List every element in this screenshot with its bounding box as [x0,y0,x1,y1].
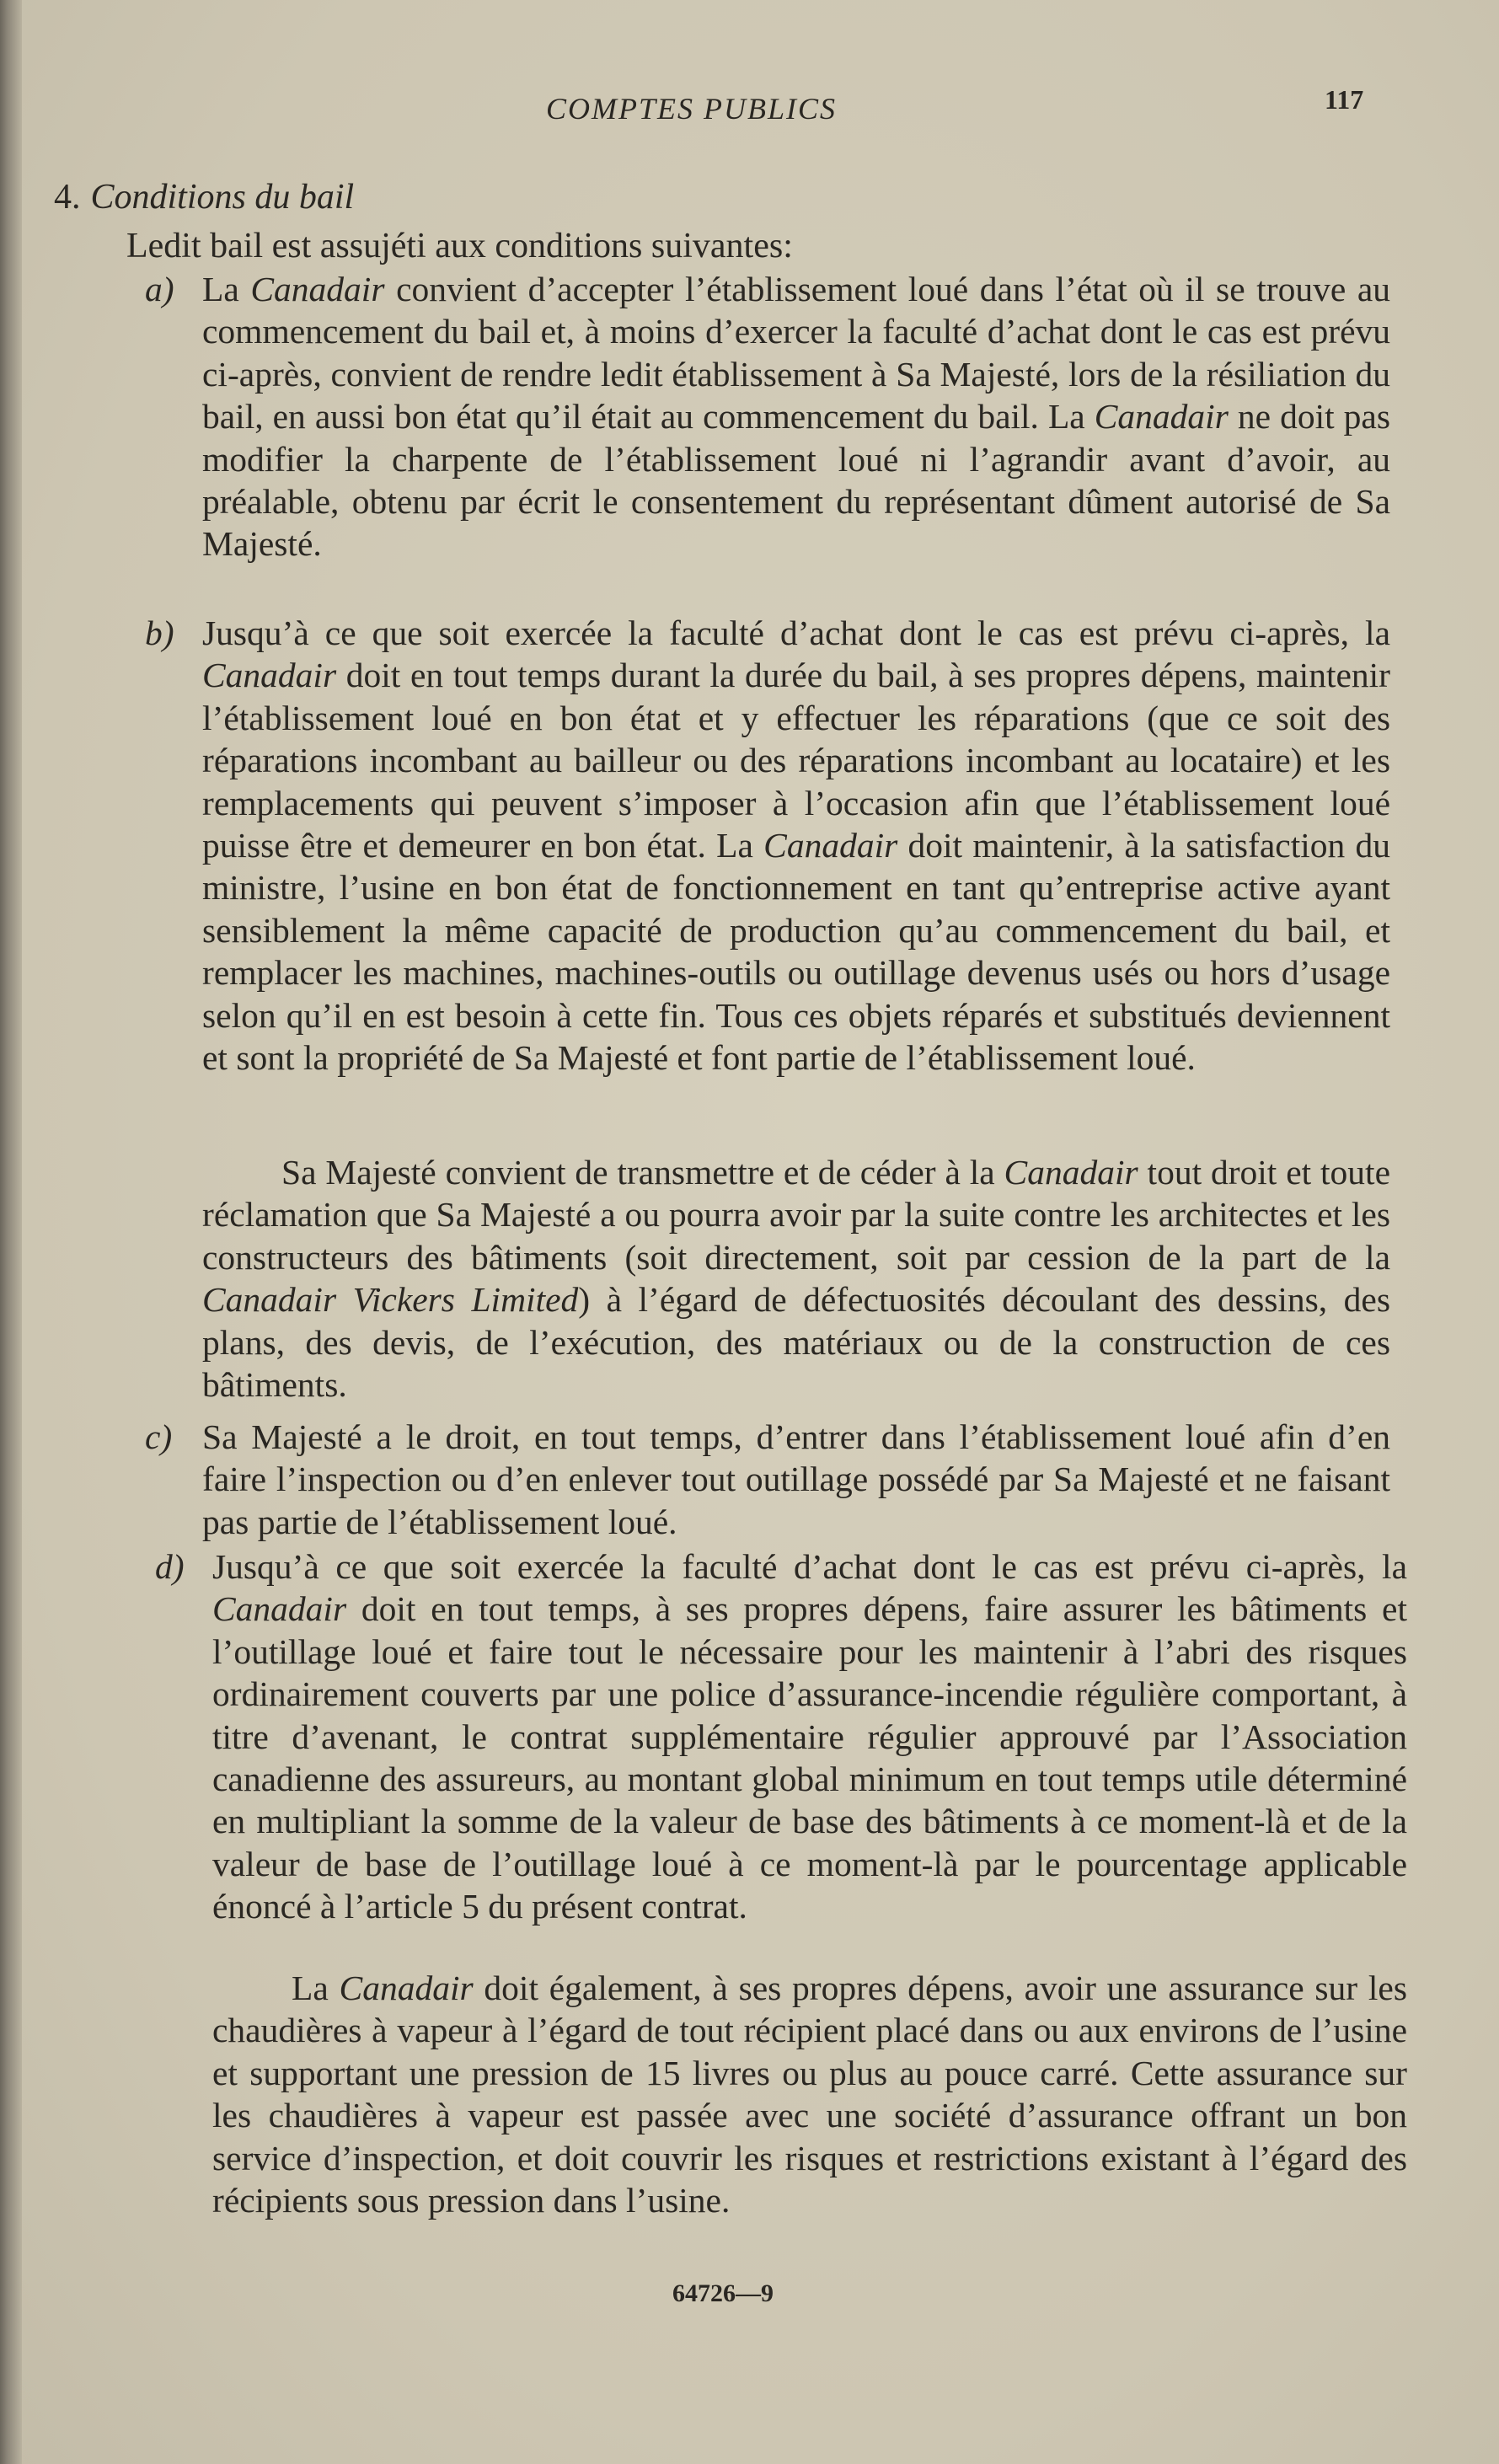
clause-marker: a) [145,270,174,308]
clause-text: La [202,270,251,308]
clause-c [145,1416,1390,1543]
clause-d [155,1545,1407,1928]
clause-marker: d) [155,1547,185,1586]
footer-print-code: 64726—9 [672,2279,774,2307]
section-title: Conditions du bail [90,178,355,217]
clause-text: ne doit pas modifier la charpente de l’établissement loué ni l’agrandir avant d’avoir, au préalable, obtenu par écrit le consentement du représentant dûment autorisé de Sa Majesté. [202,397,1390,564]
company-name: Canadair [1094,397,1229,437]
section-heading [54,177,354,217]
book-spine-shadow [0,0,22,2464]
clause-text: ) à l’égard de défectuosités découlant des dessins, des plans, des devis, de l’exécution, des matériaux ou de la construction de ces bâtiments. [202,1280,1390,1405]
clause-d-paragraph-2 [212,1967,1407,2221]
company-name: Canadair [212,1589,347,1629]
page-number: 117 [1325,84,1364,115]
company-name: Canadair [763,826,898,865]
clause-text: doit maintenir, à la satisfaction du ministre, l’usine en bon état de fonctionnement en tant qu’entreprise active ayant sensiblement la même capacité de production qu’au commencement du bail, et remplacer les machines, machines-outils ou outillage devenus usés ou hors d’usage selon qu’il en est besoin à cette fin. Tous ces objets réparés et substitués deviennent et sont la propriété de Sa Majesté et font partie de l’établissement loué. [202,826,1391,1078]
running-header-title: COMPTES PUBLICS [546,92,837,126]
clause-text: doit en tout temps durant la durée du bail, à ses propres dépens, maintenir l’établissement loué en bon état et y effectuer les réparations (que ce soit des réparations incombant au bailleur ou des réparations incombant au locataire) et les remplacements qui peuvent s’imposer à l’occasion afin que l’établissement loué puisse être et demeurer en bon état. La [202,656,1390,865]
clause-text: Jusqu’à ce que soit exercée la faculté d’achat dont le cas est prévu ci-après, la [202,613,1390,652]
clause-b [145,612,1391,1079]
section-number: 4. [54,178,81,217]
company-name: Canadair [250,270,385,308]
clause-text: Jusqu’à ce que soit exercée la faculté d’achat dont le cas est prévu ci-après, la [212,1547,1407,1586]
clause-text: La [292,1969,340,2007]
clause-marker: b) [145,613,174,652]
clause-b-paragraph-2 [202,1151,1390,1406]
clause-text: Sa Majesté convient de transmettre et de céder à la [281,1153,1004,1192]
company-name: Canadair [202,656,337,695]
clause-marker: c) [145,1417,173,1456]
clause-text: doit en tout temps, à ses propres dépens, faire assurer les bâtiments et l’outillage loué et faire tout le nécessaire pour les maintenir à l’abri des risques ordinairement couverts par une police d’assurance-incendie régulière comportant, à titre d’avenant, le contrat supplémentaire régulier approuvé par l’Association canadienne des assureurs, au montant global minimum en tout temps utile déterminé en multipliant la somme de la valeur de base des bâtiments à ce moment-là et de la valeur de base de l’outillage loué à ce moment-là par le pourcentage applicable énoncé à l’article 5 du présent contrat. [212,1589,1407,1926]
clause-text: convient d’accepter l’établissement loué dans l’état où il se trouve au commencement du bail et, à moins d’exercer la faculté d’achat dont le cas est prévu ci-après, convient de rendre ledit établissement à Sa Majesté, lors de la résiliation du bail, en aussi bon état qu’il était au commencement du bail. La [202,270,1391,437]
section-intro: Ledit bail est assujéti aux conditions suivantes: [126,227,793,265]
clause-text: Sa Majesté a le droit, en tout temps, d’entrer dans l’établissement loué afin d’en faire l’inspection ou d’en enlever tout outillage possédé par Sa Majesté et ne faisant pas partie de l’établissement loué. [202,1417,1390,1541]
clause-text: tout droit et toute réclamation que Sa Majesté a ou pourra avoir par la suite contre les architectes et les constructeurs des bâtiments (soit directement, soit par cession de la part de la [202,1153,1390,1277]
company-name: Canadair [1004,1153,1138,1192]
clause-a [145,268,1391,565]
company-name: Canadair Vickers Limited [202,1280,579,1320]
company-name: Canadair [339,1969,474,2007]
clause-text: doit également, à ses propres dépens, avoir une assurance sur les chaudières à vapeur à l’égard de tout récipient placé dans ou aux environs de l’usine et supportant une pression de 15 livres ou plus au pouce carré. Cette assurance sur les chaudières à vapeur est passée avec une société d’assurance offrant un bon service d’inspection, et doit couvrir les risques et restrictions existant à l’égard des récipients sous pression dans l’usine. [212,1969,1407,2220]
